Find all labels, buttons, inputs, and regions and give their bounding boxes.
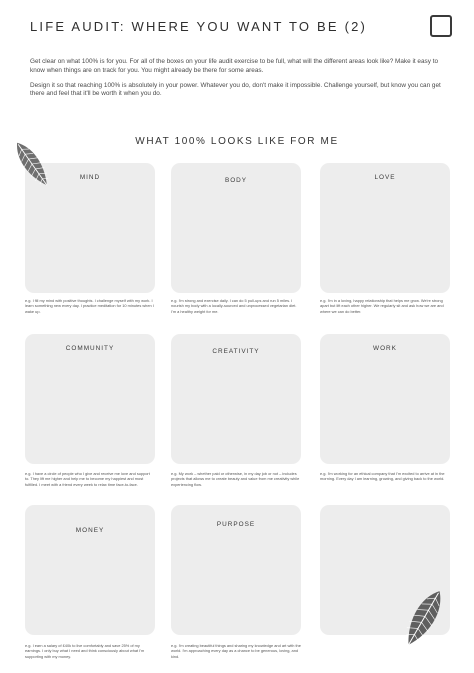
card-label: LOVE (374, 174, 396, 181)
example-body: e.g. I'm strong and exercise daily. I can do 5 pull-ups and run 5 miles. I nourish my body with a locally-sourced and unprocessed vegetarian diet. I'm a healthy weight for me. (171, 298, 297, 314)
completion-checkbox[interactable] (430, 15, 452, 37)
card-creativity[interactable] (171, 334, 301, 464)
intro-paragraph-1: Get clear on what 100% is for you. For all of the boxes on your life audit exercise to be full, what will the different areas look like? Make it easy to know when things are on track for you. You might already be there for some areas. (30, 58, 439, 74)
example-community: e.g. I have a circle of people who I give and receive me love and support to. They lift me higher and help me to become my happiest and most fulfilled. I meet with a friend every week to relax time face-to-face. (25, 471, 150, 487)
card-money[interactable] (25, 505, 155, 635)
example-work: e.g. I'm working for an ethical company that I'm excited to arrive at in the morning. Every day I am learning, growing, and giving back to the world. (320, 471, 445, 482)
card-love[interactable] (320, 163, 450, 293)
leaf-icon (400, 585, 448, 651)
card-label: CREATIVITY (212, 348, 260, 355)
leaf-icon (12, 136, 52, 192)
example-money: e.g. I earn a salary of £40k to live comfortably and save 25% of my earnings. I only buy what I need and think consciously about what I'm supporting with my money. (25, 643, 145, 659)
card-label: MIND (79, 174, 101, 181)
example-purpose: e.g. I'm creating beautiful things and sharing my knowledge and art with the world. I'm approaching every day as a chance to be generous, loving, and kind. (171, 643, 301, 659)
example-creativity: e.g. My work – whether paid or otherwise, in my day job or not – includes projects that allows me to create beauty and value from me creativity while experiencing flow. (171, 471, 300, 487)
card-body[interactable] (171, 163, 301, 293)
example-mind: e.g. I fill my mind with positive thoughts. I challenge myself with my work. I learn something new every day. I practice meditation for 10 minutes when I wake up. (25, 298, 154, 314)
intro-paragraph-2: Design it so that reaching 100% is absolutely in your power. Whatever you do, don't make it impossible. Challenge yourself, but know you can get there and feel that it'll be worth it when you do. (30, 81, 441, 98)
card-label: BODY (224, 177, 248, 184)
card-label: COMMUNITY (65, 345, 115, 352)
card-label: WORK (373, 345, 397, 352)
example-love: e.g. I'm in a loving, happy relationship that helps me grow. We're strong apart but lift each other higher. We regularly sit and ask how we are and where we can do better. (320, 298, 444, 314)
page-title: LIFE AUDIT: WHERE YOU WANT TO BE (2) (30, 19, 368, 34)
card-label: PURPOSE (216, 521, 256, 528)
section-heading: WHAT 100% LOOKS LIKE FOR ME (135, 136, 339, 147)
card-community[interactable] (25, 334, 155, 464)
card-label: MONEY (75, 527, 105, 534)
card-work[interactable] (320, 334, 450, 464)
intro-text (30, 58, 442, 105)
card-purpose[interactable] (171, 505, 301, 635)
